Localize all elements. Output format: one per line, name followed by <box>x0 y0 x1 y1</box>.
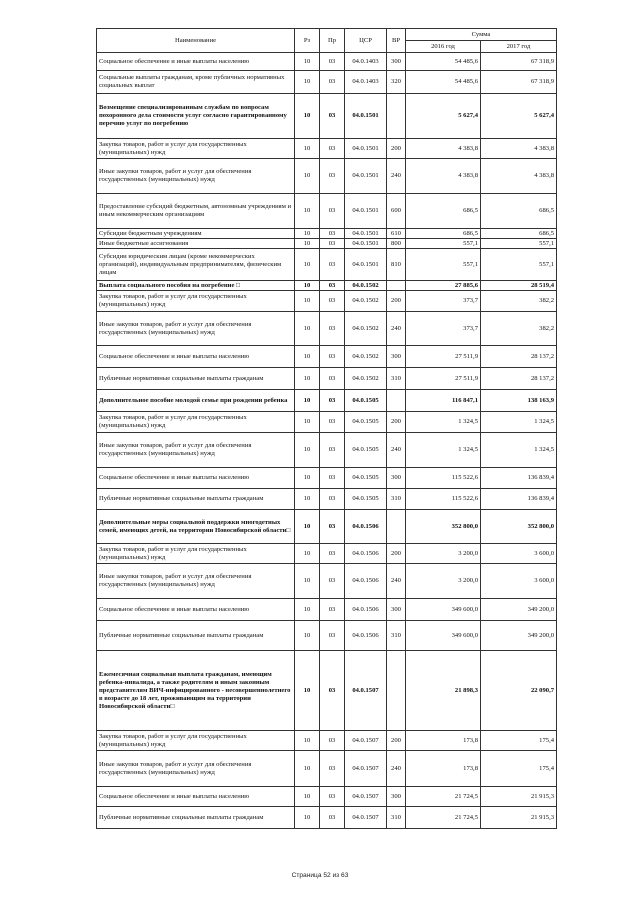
header-year-2017: 2017 год <box>481 41 557 53</box>
cell-sum-2016: 3 200,0 <box>406 564 481 599</box>
cell-name: Публичные нормативные социальные выплаты гражданам <box>97 621 295 651</box>
cell-rz: 10 <box>295 281 320 291</box>
cell-name: Социальные выплаты гражданам, кроме публичных нормативных социальных выплат <box>97 71 295 94</box>
cell-name: Закупка товаров, работ и услуг для государственных (муниципальных) нужд <box>97 139 295 159</box>
cell-rz: 10 <box>295 621 320 651</box>
cell-vr: 300 <box>387 468 406 489</box>
cell-csr: 04.0.1505 <box>345 390 387 412</box>
cell-sum-2017: 175,4 <box>481 751 557 787</box>
cell-sum-2016: 557,1 <box>406 239 481 249</box>
cell-rz: 10 <box>295 489 320 510</box>
cell-rz: 10 <box>295 564 320 599</box>
cell-sum-2017: 1 324,5 <box>481 412 557 433</box>
table-row <box>97 564 557 599</box>
cell-vr: 240 <box>387 433 406 468</box>
cell-pr: 03 <box>320 433 345 468</box>
cell-csr: 04.0.1501 <box>345 139 387 159</box>
cell-sum-2017: 5 627,4 <box>481 94 557 139</box>
cell-name: Публичные нормативные социальные выплаты гражданам <box>97 489 295 510</box>
cell-name: Иные закупки товаров, работ и услуг для обеспечения государственных (муниципальных) нужд <box>97 751 295 787</box>
cell-pr: 03 <box>320 291 345 312</box>
header-sum: Сумма <box>406 29 557 41</box>
cell-vr: 300 <box>387 599 406 621</box>
cell-sum-2017: 22 090,7 <box>481 651 557 731</box>
cell-sum-2017: 4 383,8 <box>481 159 557 194</box>
cell-name: Дополнительные меры социальной поддержки многодетных семей, имеющих детей, на территории Новосибирской области□ <box>97 510 295 544</box>
cell-rz: 10 <box>295 468 320 489</box>
cell-sum-2017: 21 915,3 <box>481 787 557 807</box>
cell-vr: 300 <box>387 787 406 807</box>
cell-name: Дополнительное пособие молодой семье при рождении ребенка <box>97 390 295 412</box>
cell-pr: 03 <box>320 159 345 194</box>
cell-sum-2016: 352 800,0 <box>406 510 481 544</box>
cell-vr: 200 <box>387 544 406 564</box>
table-row <box>97 139 557 159</box>
cell-csr: 04.0.1502 <box>345 312 387 346</box>
cell-rz: 10 <box>295 312 320 346</box>
cell-vr: 610 <box>387 229 406 239</box>
cell-vr: 310 <box>387 368 406 390</box>
cell-pr: 03 <box>320 368 345 390</box>
table-row <box>97 312 557 346</box>
cell-vr: 200 <box>387 731 406 751</box>
cell-rz: 10 <box>295 291 320 312</box>
cell-csr: 04.0.1505 <box>345 468 387 489</box>
cell-sum-2016: 115 522,6 <box>406 468 481 489</box>
cell-pr: 03 <box>320 489 345 510</box>
cell-csr: 04.0.1501 <box>345 94 387 139</box>
cell-pr: 03 <box>320 94 345 139</box>
cell-name: Публичные нормативные социальные выплаты гражданам <box>97 807 295 829</box>
cell-sum-2017: 136 839,4 <box>481 468 557 489</box>
cell-sum-2016: 115 522,6 <box>406 489 481 510</box>
cell-sum-2017: 3 600,0 <box>481 544 557 564</box>
cell-sum-2016: 349 600,0 <box>406 599 481 621</box>
cell-rz: 10 <box>295 368 320 390</box>
table-row <box>97 281 557 291</box>
cell-rz: 10 <box>295 346 320 368</box>
table-row <box>97 94 557 139</box>
cell-csr: 04.0.1501 <box>345 229 387 239</box>
cell-pr: 03 <box>320 599 345 621</box>
cell-csr: 04.0.1505 <box>345 433 387 468</box>
cell-pr: 03 <box>320 53 345 71</box>
cell-vr: 310 <box>387 807 406 829</box>
table-row <box>97 368 557 390</box>
cell-sum-2016: 173,8 <box>406 731 481 751</box>
cell-csr: 04.0.1501 <box>345 194 387 229</box>
cell-sum-2017: 67 318,9 <box>481 53 557 71</box>
cell-sum-2016: 21 724,5 <box>406 787 481 807</box>
cell-name: Закупка товаров, работ и услуг для государственных (муниципальных) нужд <box>97 544 295 564</box>
cell-csr: 04.0.1505 <box>345 412 387 433</box>
cell-pr: 03 <box>320 229 345 239</box>
cell-pr: 03 <box>320 412 345 433</box>
cell-vr <box>387 651 406 731</box>
cell-vr: 310 <box>387 621 406 651</box>
cell-pr: 03 <box>320 510 345 544</box>
cell-sum-2017: 136 839,4 <box>481 489 557 510</box>
cell-csr: 04.0.1507 <box>345 751 387 787</box>
cell-sum-2016: 21 724,5 <box>406 807 481 829</box>
cell-rz: 10 <box>295 239 320 249</box>
cell-name: Иные закупки товаров, работ и услуг для обеспечения государственных (муниципальных) нужд <box>97 159 295 194</box>
cell-name: Социальное обеспечение и иные выплаты населению <box>97 53 295 71</box>
table-row <box>97 239 557 249</box>
cell-sum-2016: 21 898,3 <box>406 651 481 731</box>
cell-vr: 240 <box>387 751 406 787</box>
cell-pr: 03 <box>320 71 345 94</box>
table-row <box>97 751 557 787</box>
cell-sum-2016: 373,7 <box>406 291 481 312</box>
cell-name: Социальное обеспечение и иные выплаты населению <box>97 599 295 621</box>
cell-rz: 10 <box>295 510 320 544</box>
cell-sum-2016: 686,5 <box>406 194 481 229</box>
cell-sum-2016: 173,8 <box>406 751 481 787</box>
table-row <box>97 544 557 564</box>
cell-rz: 10 <box>295 731 320 751</box>
cell-sum-2016: 54 485,6 <box>406 71 481 94</box>
cell-rz: 10 <box>295 807 320 829</box>
cell-csr: 04.0.1502 <box>345 281 387 291</box>
cell-sum-2016: 27 511,9 <box>406 346 481 368</box>
table-row <box>97 599 557 621</box>
table-row <box>97 412 557 433</box>
cell-vr <box>387 281 406 291</box>
cell-name: Иные закупки товаров, работ и услуг для обеспечения государственных (муниципальных) нужд <box>97 312 295 346</box>
cell-pr: 03 <box>320 312 345 346</box>
cell-vr: 310 <box>387 489 406 510</box>
cell-name: Социальное обеспечение и иные выплаты населению <box>97 787 295 807</box>
cell-csr: 04.0.1506 <box>345 621 387 651</box>
table-row <box>97 229 557 239</box>
cell-vr: 240 <box>387 159 406 194</box>
header-pr: Пр <box>320 29 345 53</box>
cell-name: Иные закупки товаров, работ и услуг для обеспечения государственных (муниципальных) нужд <box>97 564 295 599</box>
cell-name: Иные закупки товаров, работ и услуг для обеспечения государственных (муниципальных) нужд <box>97 433 295 468</box>
table-row <box>97 621 557 651</box>
cell-sum-2016: 686,5 <box>406 229 481 239</box>
cell-pr: 03 <box>320 239 345 249</box>
cell-pr: 03 <box>320 731 345 751</box>
cell-name: Субсидии бюджетным учреждениям <box>97 229 295 239</box>
cell-csr: 04.0.1403 <box>345 53 387 71</box>
cell-sum-2017: 557,1 <box>481 249 557 281</box>
cell-pr: 03 <box>320 544 345 564</box>
cell-sum-2016: 3 200,0 <box>406 544 481 564</box>
cell-sum-2017: 28 137,2 <box>481 346 557 368</box>
cell-name: Публичные нормативные социальные выплаты гражданам <box>97 368 295 390</box>
table-row <box>97 807 557 829</box>
cell-sum-2017: 3 600,0 <box>481 564 557 599</box>
cell-csr: 04.0.1502 <box>345 291 387 312</box>
cell-vr: 600 <box>387 194 406 229</box>
cell-csr: 04.0.1501 <box>345 249 387 281</box>
cell-sum-2017: 382,2 <box>481 312 557 346</box>
cell-sum-2016: 557,1 <box>406 249 481 281</box>
budget-table <box>96 28 557 829</box>
cell-pr: 03 <box>320 651 345 731</box>
cell-sum-2017: 349 200,0 <box>481 621 557 651</box>
cell-csr: 04.0.1506 <box>345 599 387 621</box>
cell-rz: 10 <box>295 53 320 71</box>
cell-name: Субсидии юридическим лицам (кроме некоммерческих организаций), индивидуальным предпринимателям, физическим лицам <box>97 249 295 281</box>
cell-sum-2017: 21 915,3 <box>481 807 557 829</box>
cell-name: Ежемесячная социальная выплата гражданам, имеющим ребенка-инвалида, а также родителям и иным законным представителям ВИЧ-инфицированного - несовершеннолетнего в возрасте до 18 лет, проживающим на территории Новосибирской области□ <box>97 651 295 731</box>
cell-vr: 320 <box>387 71 406 94</box>
table-header <box>97 29 557 53</box>
cell-name: Выплата социального пособия на погребение □ <box>97 281 295 291</box>
table-row <box>97 651 557 731</box>
cell-rz: 10 <box>295 544 320 564</box>
cell-sum-2017: 67 318,9 <box>481 71 557 94</box>
cell-rz: 10 <box>295 433 320 468</box>
cell-name: Возмещение специализированным службам по вопросам похоронного дела стоимости услуг согласно гарантированному перечню услуг по погребению <box>97 94 295 139</box>
cell-csr: 04.0.1502 <box>345 368 387 390</box>
cell-csr: 04.0.1507 <box>345 651 387 731</box>
cell-sum-2017: 686,5 <box>481 194 557 229</box>
cell-rz: 10 <box>295 159 320 194</box>
cell-sum-2017: 28 137,2 <box>481 368 557 390</box>
cell-csr: 04.0.1507 <box>345 787 387 807</box>
cell-vr: 240 <box>387 312 406 346</box>
cell-sum-2017: 175,4 <box>481 731 557 751</box>
header-vr: ВР <box>387 29 406 53</box>
header-name: Наименование <box>97 29 295 53</box>
cell-rz: 10 <box>295 249 320 281</box>
cell-pr: 03 <box>320 621 345 651</box>
cell-csr: 04.0.1505 <box>345 489 387 510</box>
table-row <box>97 433 557 468</box>
cell-sum-2016: 4 383,8 <box>406 139 481 159</box>
cell-csr: 04.0.1403 <box>345 71 387 94</box>
cell-vr: 300 <box>387 53 406 71</box>
cell-sum-2016: 27 885,6 <box>406 281 481 291</box>
cell-csr: 04.0.1502 <box>345 346 387 368</box>
cell-pr: 03 <box>320 249 345 281</box>
cell-csr: 04.0.1507 <box>345 731 387 751</box>
cell-vr: 200 <box>387 412 406 433</box>
cell-name: Иные бюджетные ассигнования <box>97 239 295 249</box>
cell-sum-2017: 686,5 <box>481 229 557 239</box>
cell-rz: 10 <box>295 71 320 94</box>
cell-rz: 10 <box>295 194 320 229</box>
cell-vr <box>387 390 406 412</box>
cell-pr: 03 <box>320 281 345 291</box>
cell-vr: 300 <box>387 346 406 368</box>
cell-sum-2016: 373,7 <box>406 312 481 346</box>
cell-sum-2016: 1 324,5 <box>406 433 481 468</box>
cell-sum-2016: 54 485,6 <box>406 53 481 71</box>
cell-csr: 04.0.1501 <box>345 159 387 194</box>
cell-csr: 04.0.1506 <box>345 564 387 599</box>
cell-vr <box>387 510 406 544</box>
cell-name: Социальное обеспечение и иные выплаты населению <box>97 468 295 489</box>
table-row <box>97 346 557 368</box>
header-year-2016: 2016 год <box>406 41 481 53</box>
cell-rz: 10 <box>295 787 320 807</box>
cell-name: Закупка товаров, работ и услуг для государственных (муниципальных) нужд <box>97 731 295 751</box>
cell-pr: 03 <box>320 564 345 599</box>
cell-vr: 200 <box>387 139 406 159</box>
cell-sum-2017: 4 383,8 <box>481 139 557 159</box>
cell-pr: 03 <box>320 468 345 489</box>
cell-pr: 03 <box>320 807 345 829</box>
table-body <box>97 53 557 829</box>
table-row <box>97 510 557 544</box>
cell-rz: 10 <box>295 229 320 239</box>
cell-sum-2016: 27 511,9 <box>406 368 481 390</box>
cell-name: Предоставление субсидий бюджетным, автономным учреждениям и иным некоммерческим организациям <box>97 194 295 229</box>
cell-rz: 10 <box>295 94 320 139</box>
cell-sum-2016: 116 847,1 <box>406 390 481 412</box>
table-row <box>97 291 557 312</box>
table-row <box>97 787 557 807</box>
cell-rz: 10 <box>295 412 320 433</box>
table-row <box>97 731 557 751</box>
table-row <box>97 390 557 412</box>
header-csr: ЦСР <box>345 29 387 53</box>
cell-sum-2017: 382,2 <box>481 291 557 312</box>
header-rz: Рз <box>295 29 320 53</box>
cell-sum-2016: 349 600,0 <box>406 621 481 651</box>
table-row <box>97 194 557 229</box>
cell-rz: 10 <box>295 390 320 412</box>
cell-vr: 810 <box>387 249 406 281</box>
cell-sum-2017: 1 324,5 <box>481 433 557 468</box>
cell-sum-2017: 349 200,0 <box>481 599 557 621</box>
cell-rz: 10 <box>295 599 320 621</box>
cell-sum-2016: 1 324,5 <box>406 412 481 433</box>
table-row <box>97 71 557 94</box>
cell-pr: 03 <box>320 751 345 787</box>
cell-pr: 03 <box>320 139 345 159</box>
table-row <box>97 53 557 71</box>
cell-vr: 240 <box>387 564 406 599</box>
cell-pr: 03 <box>320 787 345 807</box>
cell-csr: 04.0.1506 <box>345 510 387 544</box>
cell-sum-2016: 4 383,8 <box>406 159 481 194</box>
cell-pr: 03 <box>320 194 345 229</box>
cell-sum-2017: 557,1 <box>481 239 557 249</box>
cell-name: Закупка товаров, работ и услуг для государственных (муниципальных) нужд <box>97 412 295 433</box>
cell-sum-2017: 28 519,4 <box>481 281 557 291</box>
cell-csr: 04.0.1501 <box>345 239 387 249</box>
cell-vr: 200 <box>387 291 406 312</box>
cell-sum-2016: 5 627,4 <box>406 94 481 139</box>
table-row <box>97 468 557 489</box>
cell-rz: 10 <box>295 651 320 731</box>
cell-pr: 03 <box>320 390 345 412</box>
cell-name: Закупка товаров, работ и услуг для государственных (муниципальных) нужд <box>97 291 295 312</box>
cell-vr: 800 <box>387 239 406 249</box>
table-row <box>97 249 557 281</box>
table-row <box>97 489 557 510</box>
cell-rz: 10 <box>295 751 320 787</box>
table-row <box>97 159 557 194</box>
cell-vr <box>387 94 406 139</box>
cell-csr: 04.0.1506 <box>345 544 387 564</box>
cell-sum-2017: 352 800,0 <box>481 510 557 544</box>
cell-sum-2017: 138 163,9 <box>481 390 557 412</box>
cell-pr: 03 <box>320 346 345 368</box>
cell-csr: 04.0.1507 <box>345 807 387 829</box>
cell-name: Социальное обеспечение и иные выплаты населению <box>97 346 295 368</box>
cell-rz: 10 <box>295 139 320 159</box>
page-number: Страница 52 из 63 <box>291 872 349 879</box>
